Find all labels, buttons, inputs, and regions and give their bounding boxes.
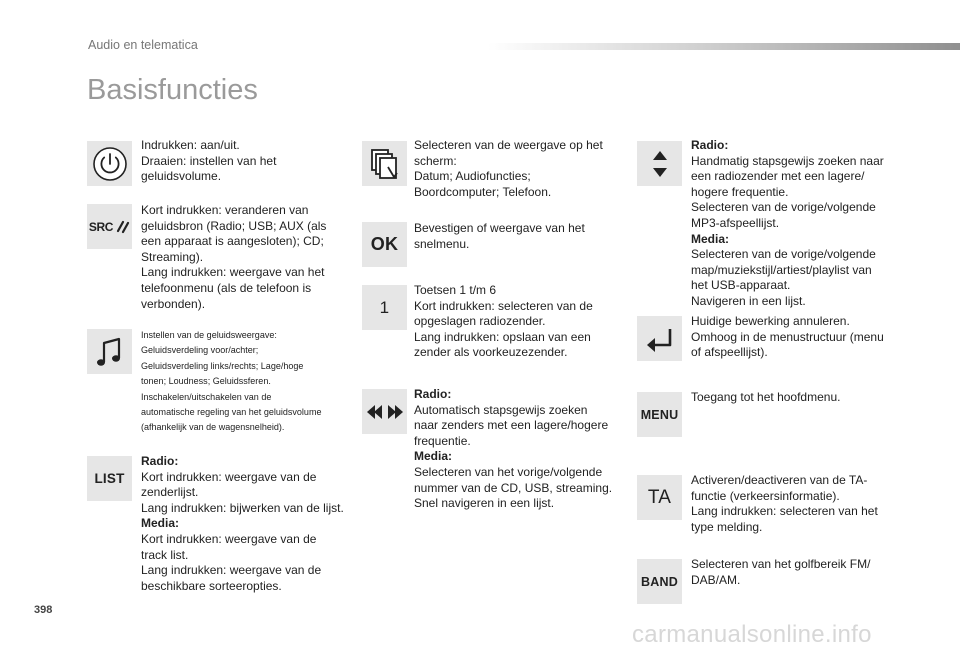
- desc-line: frequentie.: [414, 433, 471, 448]
- ta-description: [691, 473, 896, 535]
- preset-description: [414, 283, 619, 361]
- desc-line: Lang indrukken: bijwerken van de lijst.: [141, 500, 344, 515]
- desc-line: zender als voorkeuzezender.: [414, 345, 568, 360]
- ok-description: [414, 221, 619, 252]
- music-note-icon: [95, 335, 125, 369]
- sound-settings-description: [141, 328, 343, 436]
- sound-settings-icon-box: [87, 329, 132, 374]
- screen-mode-description: [414, 138, 619, 200]
- menu-button-icon-box: [637, 392, 682, 437]
- desc-line: Lang indrukken: selecteren van het: [691, 504, 878, 519]
- desc-line: Bevestigen of weergave van het: [414, 221, 585, 235]
- up-down-icon-box: [637, 141, 682, 186]
- seek-description: [414, 387, 619, 512]
- desc-line: DAB/AM.: [691, 572, 741, 587]
- up-down-description: [691, 138, 896, 310]
- desc-line: Lang indrukken: weergave van de: [141, 563, 322, 578]
- section-label: Audio en telematica: [88, 38, 198, 52]
- back-button-icon-box: [637, 316, 682, 361]
- ok-button-icon-box: [362, 222, 407, 267]
- screen-mode-icon-box: [362, 141, 407, 186]
- desc-line: het USB-apparaat.: [691, 278, 791, 293]
- desc-line: Geluidsverdeling voor/achter;: [141, 345, 259, 357]
- desc-line: (afhankelijk van de wagensnelheid).: [141, 422, 285, 434]
- desc-line: Radio:: [691, 138, 729, 152]
- desc-line: Kort indrukken: veranderen van: [141, 203, 309, 217]
- desc-line: Media:: [691, 231, 730, 246]
- desc-line: een radiozender met een lagere/: [691, 169, 865, 184]
- desc-line: Selecteren van de weergave op het: [414, 138, 603, 152]
- desc-line: Selecteren van het vorige/volgende: [414, 464, 603, 479]
- desc-line: een apparaat is aangesloten); CD;: [141, 234, 324, 249]
- src-button-icon-box: [87, 204, 132, 249]
- desc-line: Activeren/deactiveren van de TA-: [691, 473, 868, 487]
- desc-line: Media:: [414, 449, 453, 464]
- desc-line: Selecteren van de vorige/volgende: [691, 247, 876, 262]
- desc-line: Radio:: [141, 454, 179, 468]
- desc-line: Inschakelen/uitschakelen van de: [141, 391, 272, 403]
- desc-line: Selecteren van de vorige/volgende: [691, 200, 876, 215]
- desc-line: functie (verkeersinformatie).: [691, 488, 840, 503]
- band-button-icon-box: [637, 559, 682, 604]
- desc-line: Navigeren in een lijst.: [691, 293, 806, 308]
- menu-description: [691, 390, 896, 406]
- ta-button-icon-box: [637, 475, 682, 520]
- desc-line: Snel navigeren in een lijst.: [414, 496, 555, 511]
- src-description: [141, 203, 351, 312]
- desc-line: track list.: [141, 547, 189, 562]
- desc-line: zenderlijst.: [141, 485, 199, 500]
- desc-line: scherm:: [414, 153, 457, 168]
- watermark: carmanualsonline.info: [632, 621, 872, 648]
- desc-line: Lang indrukken: weergave van het: [141, 265, 325, 280]
- desc-line: opgeslagen radiozender.: [414, 314, 546, 329]
- desc-line: verbonden).: [141, 296, 206, 311]
- band-label: BAND: [641, 574, 678, 589]
- desc-line: Datum; Audiofuncties;: [414, 169, 531, 184]
- desc-line: Handmatig stapsgewijs zoeken naar: [691, 153, 884, 168]
- back-description: [691, 314, 896, 361]
- page-title: Basisfuncties: [87, 74, 258, 106]
- page-number: 398: [34, 604, 53, 616]
- desc-line: of afspeellijst).: [691, 345, 768, 360]
- desc-line: Automatisch stapsgewijs zoeken: [414, 402, 588, 417]
- preset-label: 1: [379, 297, 390, 317]
- desc-line: Selecteren van het golfbereik FM/: [691, 557, 871, 571]
- power-button-icon-box: [87, 141, 132, 186]
- desc-line: geluidsvolume.: [141, 169, 222, 184]
- screen-mode-icon: [369, 147, 401, 181]
- desc-line: Streaming).: [141, 249, 204, 264]
- desc-line: naar zenders met een lagere/hogere: [414, 418, 609, 433]
- desc-line: automatische regeling van het geluidsvolume: [141, 407, 322, 419]
- desc-line: nummer van de CD, USB, streaming.: [414, 480, 613, 495]
- header-gradient-bar: [488, 43, 960, 50]
- desc-line: Instellen van de geluidsweergave:: [141, 330, 277, 341]
- ok-label: OK: [370, 234, 399, 254]
- preset-button-icon-box: [362, 285, 407, 330]
- desc-line: Media:: [141, 516, 180, 531]
- desc-line: Toegang tot het hoofdmenu.: [691, 390, 841, 404]
- power-description: [141, 138, 346, 185]
- seek-arrows-icon: [365, 402, 405, 422]
- desc-line: tonen; Loudness; Geluidssferen.: [141, 376, 271, 388]
- menu-label: MENU: [640, 407, 679, 422]
- back-arrow-icon: [644, 324, 676, 354]
- desc-line: Draaien: instellen van het: [141, 153, 277, 168]
- desc-line: telefoonmenu (als de telefoon is: [141, 280, 312, 295]
- phone-handset-icon: [114, 219, 130, 235]
- desc-line: snelmenu.: [414, 236, 470, 251]
- power-icon: [92, 146, 128, 182]
- up-down-arrows-icon: [650, 147, 670, 181]
- desc-line: hogere frequentie.: [691, 184, 789, 199]
- desc-line: map/muziekstijl/artiest/playlist van: [691, 262, 872, 277]
- desc-line: Omhoog in de menustructuur (menu: [691, 329, 884, 344]
- desc-line: beschikbare sorteeropties.: [141, 578, 282, 593]
- ta-label: TA: [647, 486, 672, 508]
- band-description: [691, 557, 896, 588]
- desc-line: Kort indrukken: weergave van de: [141, 469, 317, 484]
- desc-line: Toetsen 1 t/m 6: [414, 283, 497, 297]
- desc-line: Lang indrukken: opslaan van een: [414, 329, 591, 344]
- list-button-icon-box: [87, 456, 132, 501]
- desc-line: Geluidsverdeling links/rechts; Lage/hoge: [141, 360, 304, 372]
- desc-line: MP3-afspeellijst.: [691, 215, 780, 230]
- desc-line: Radio:: [414, 387, 452, 401]
- desc-line: Indrukken: aan/uit.: [141, 138, 240, 152]
- desc-line: geluidsbron (Radio; USB; AUX (als: [141, 218, 327, 233]
- seek-button-icon-box: [362, 389, 407, 434]
- desc-line: Kort indrukken: selecteren van de: [414, 298, 593, 313]
- list-label: LIST: [94, 471, 125, 486]
- desc-line: Huidige bewerking annuleren.: [691, 314, 850, 328]
- desc-line: Kort indrukken: weergave van de: [141, 531, 317, 546]
- src-label: SRC: [88, 219, 114, 234]
- desc-line: Boordcomputer; Telefoon.: [414, 184, 552, 199]
- desc-line: type melding.: [691, 519, 763, 534]
- list-description: [141, 454, 351, 594]
